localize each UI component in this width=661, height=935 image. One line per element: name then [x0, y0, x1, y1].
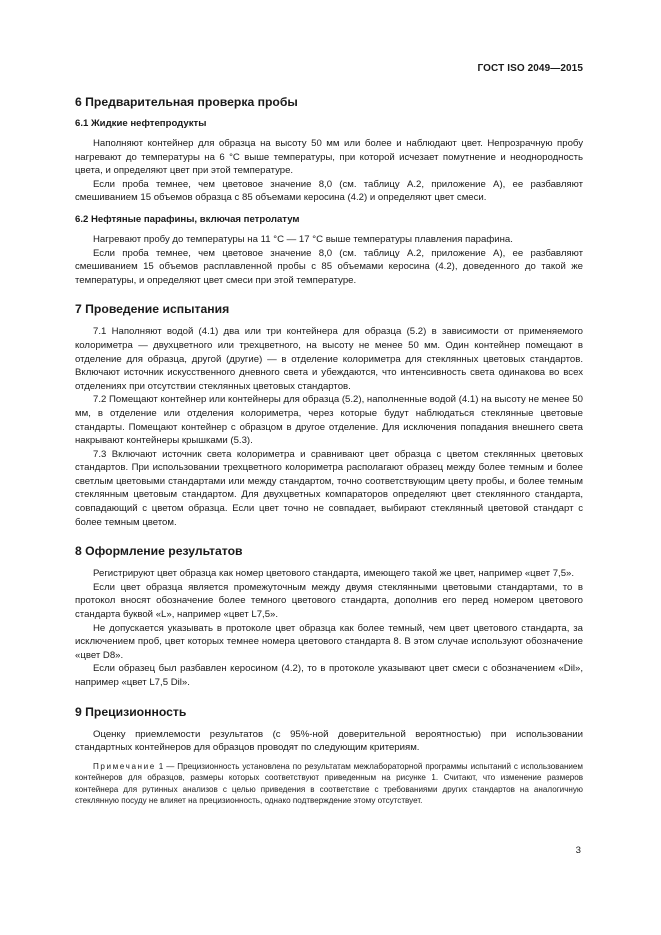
- subsection-6-1-title: 6.1 Жидкие нефтепродукты: [75, 118, 207, 129]
- note-text: 1 — Прецизионность установлена по результатам межлабораторной программы испытаний с использованием контейнеров для образцов, размеры которых соответствуют приведенным на рисунке 1. Считают, что изменение размеров контейнера для рутинных анализов с целью приведения в соответствие с требованиями других стандартов на аналогичную стеклянную посуду не влияет на прецизионность, однако подтверждение этому отсутствует.: [75, 761, 583, 805]
- paragraph: 7.3 Включают источник света колориметра и сравнивают цвет образца с цветом стеклянных цветовых стандартов. При использовании трехцветного колориметра располагают образец между более темным и более светлым цветовыми стандартами или между стандартом, точно соответствующим цвету пробы, и более темным стеклянным цветовым стандартом. Для двухцветных компараторов определяют цвет стеклянного стандарта, совпадающий с цветом образца. Если цвет точно не совпадает, выбирают стеклянный цветовой стандарт с более темным цветом.: [75, 448, 583, 528]
- document-code: ГОСТ ISO 2049—2015: [477, 63, 583, 74]
- paragraph: Если проба темнее, чем цветовое значение 8,0 (см. таблицу А.2, приложение А), ее разбавляют смешиванием 15 объемов расплавленной пробы с 85 объемами керосина (4.2), доведенного до такой же температуры, и определяют цвет смеси при этой температуре.: [75, 247, 583, 286]
- paragraph: Не допускается указывать в протоколе цвет образца как более темный, чем цвет цветового стандарта, за исключением проб, цвет которых темнее номера цветового стандарта 8. В этом случае используют обозначение «цвет D8».: [75, 622, 583, 661]
- section-7-title: 7 Проведение испытания: [75, 302, 230, 317]
- paragraph: Если образец был разбавлен керосином (4.2), то в протоколе указывают цвет смеси с обозначением «Dil», например «цвет L7,5 Dil».: [75, 663, 583, 688]
- paragraph: 7.2 Помещают контейнер или контейнеры для образца (5.2), наполненные водой (4.1) на высоту не менее 50 мм, в отделение или отделения колориметра, через которые будут наблюдаться стеклянные цветовые стандарты. Помещают контейнер с образцом в другое отделение. Для исключения попадания внешнего света накрывают контейнеры крышками (5.3).: [75, 394, 583, 447]
- paragraph: Оценку приемлемости результатов (с 95%-ной доверительной вероятностью) при использовании стандартных контейнеров для образцов проводят по следующим критериям.: [75, 728, 583, 754]
- section-9-title: 9 Прецизионность: [75, 704, 187, 719]
- paragraph: Нагревают пробу до температуры на 11 °C — 17 °C выше температуры плавления парафина.: [93, 233, 513, 245]
- subsection-6-2-title: 6.2 Нефтяные парафины, включая петролатум: [75, 213, 300, 225]
- note: [75, 761, 583, 807]
- section-6-title: 6 Предварительная проверка пробы: [75, 95, 298, 109]
- page-number: 3: [575, 845, 581, 856]
- paragraph: 7.1 Наполняют водой (4.1) два или три контейнера для образца (5.2) в зависимости от применяемого колориметра — двухцветного или трехцветного, на высоту не менее 50 мм. Один контейнер помещают в отделение для образца, другой (другие) — в отделение колориметра для стеклянных цветовых стандартов. Включают источник искусственного дневного света и убеждаются, что интенсивность света одинакова во всех отделениях при отсутствии стеклянных цветовых стандартов.: [75, 326, 583, 392]
- paragraph: Если проба темнее, чем цветовое значение 8,0 (см. таблицу А.2, приложение А), ее разбавляют смешиванием 15 объемов образца с 85 объемами керосина (4.2) и определяют цвет смеси.: [75, 178, 583, 204]
- note-label: Примечание: [93, 761, 156, 771]
- paragraph: Наполняют контейнер для образца на высоту 50 мм или более и наблюдают цвет. Непрозрачную пробу нагревают до температуры на 6 °C выше температуры, при которой исчезает помутнение и неоднородность цвета, и определяют цвет при этой температуре.: [75, 138, 583, 177]
- page-content: [75, 89, 583, 806]
- paragraph: Регистрируют цвет образца как номер цветового стандарта, имеющего такой же цвет, например «цвет 7,5».: [93, 568, 575, 580]
- section-8-title: 8 Оформление результатов: [75, 544, 243, 559]
- paragraph: Если цвет образца является промежуточным между двумя стеклянными цветовыми стандартами, то в протокол вносят обозначение более темного цветового стандарта, дополнив его перед номером цветового стандарта буквой «L», например «цвет L7,5».: [75, 581, 583, 621]
